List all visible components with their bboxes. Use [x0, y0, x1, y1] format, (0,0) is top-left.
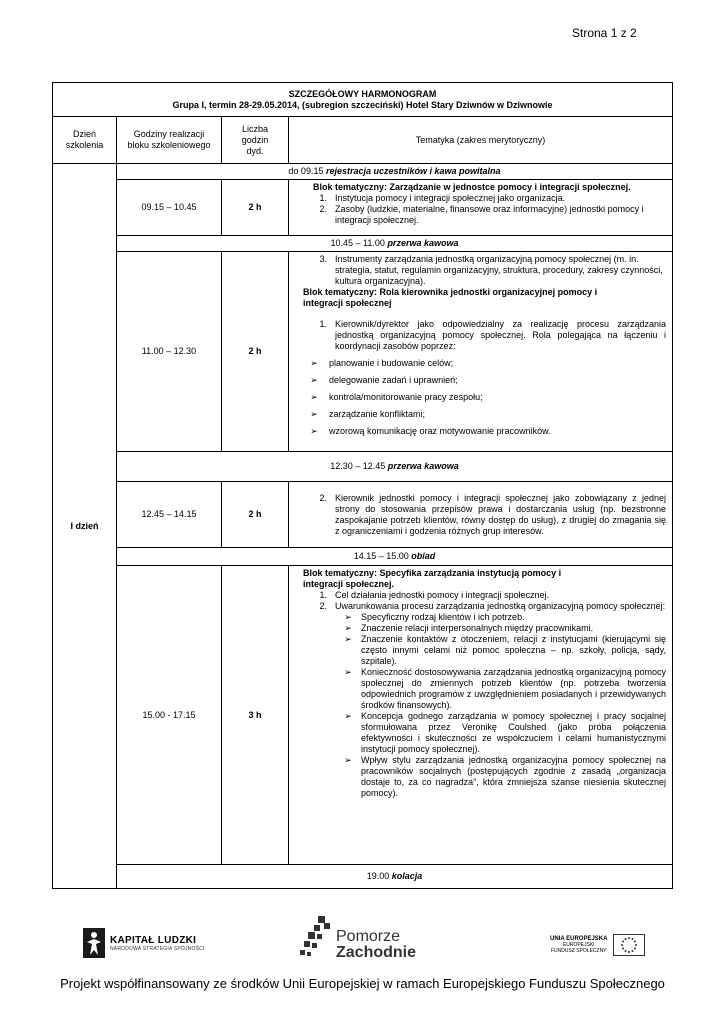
break-row-2	[53, 452, 673, 482]
lunch-row	[53, 548, 673, 566]
registration-time: do 09.15	[288, 166, 324, 176]
break-1-cell	[117, 236, 673, 252]
list-item-number: 3.	[319, 254, 327, 264]
session-2-time: 11.00 – 12.30	[117, 252, 222, 452]
session-4-time: 15.00 - 17.15	[117, 566, 222, 865]
session-1-hours: 2 h	[222, 180, 289, 236]
kapital-ludzki-subtext: NARODOWA STRATEGIA SPÓJNOŚCI	[110, 945, 205, 952]
bullet-text: Koncepcja godnego zarządzania w pomocy społecznej i pracy socjalnej sformułowana przez Veronikę Coulshed (jako próba połączenia efektywności i skuteczności ze współczuciem i celami humanistycznymi instytucji pomocy społecznej).	[361, 711, 666, 754]
col-header-count: Liczba godzin dyd.	[222, 117, 289, 164]
dinner-label: kolacja	[391, 871, 423, 881]
bullet-item	[299, 358, 666, 369]
schedule-title: SZCZEGÓŁOWY HARMONOGRAM	[288, 88, 437, 99]
eu-text-3: FUNDUSZ SPOŁECZNY	[550, 948, 607, 954]
bullet-item	[323, 711, 666, 755]
session-row-1	[53, 180, 673, 236]
list-item-number: 1.	[319, 319, 327, 329]
footer	[0, 908, 725, 1024]
bullet-item	[323, 634, 666, 667]
dinner-row	[53, 865, 673, 889]
list-item-number: 1.	[319, 193, 327, 203]
arrow-bullet-icon: ➢	[344, 612, 352, 622]
list-item-text: Uwarunkowania procesu zarządzania jednostką organizacyjną pomocy społecznej:	[335, 601, 666, 611]
list-item	[299, 493, 666, 537]
session-4-bullet-list	[299, 612, 666, 799]
registration-label: rejestracja uczestników i kawa powitalna	[325, 166, 501, 176]
bullet-text: wzorową komunikację oraz motywowanie pracowników.	[329, 426, 551, 436]
bullet-text: Specyficzny rodzaj klientów i ich potrzeb.	[361, 612, 525, 622]
arrow-bullet-icon: ➢	[344, 634, 352, 644]
list-item	[299, 204, 666, 226]
eu-text-1: UNIA EUROPEJSKA	[550, 936, 608, 942]
pomorze-zachodnie-logo	[300, 916, 416, 962]
bullet-text: planowanie i budowanie celów;	[329, 358, 454, 368]
break-row-1	[53, 236, 673, 252]
session-3-topic	[289, 482, 673, 548]
list-item-number: 1.	[319, 590, 327, 600]
day-label: I dzień	[53, 164, 117, 889]
column-header-row	[53, 117, 673, 164]
arrow-bullet-icon: ➢	[310, 375, 318, 385]
list-item	[299, 254, 666, 287]
bullet-item	[299, 392, 666, 403]
list-item	[299, 193, 666, 204]
break-2-cell	[117, 452, 673, 482]
eu-logo-text	[550, 936, 607, 954]
eu-flag-icon	[613, 934, 645, 956]
bullet-text: Konieczność dostosowywania zarządzania jednostką organizacyjną pomocy społecznej do zmiennych potrzeb klientów (np. potrzeba tworzenia odpowiednich programów z uwzględnieniem posiadanych i przewidywanych środków finansowych).	[361, 667, 666, 710]
dinner-cell	[117, 865, 673, 889]
arrow-bullet-icon: ➢	[344, 667, 352, 677]
pomorze-zachodnie-icon	[300, 916, 332, 962]
lunch-cell	[117, 548, 673, 566]
arrow-bullet-icon: ➢	[310, 426, 318, 436]
break-2-time: 12.30 – 12.45	[330, 461, 386, 471]
kapital-ludzki-icon	[83, 928, 105, 958]
kapital-ludzki-text: KAPITAŁ LUDZKI	[110, 934, 197, 946]
registration-cell	[117, 164, 673, 180]
bullet-item	[323, 612, 666, 623]
lunch-label: obiad	[411, 551, 436, 561]
list-item-text: Kierownik jednostki pomocy i integracji społecznej jako zobowiązany z jednej strony do stosowania przepisów prawa i dostarczania usług (np. bezstronne zaspokajanie potrzeb klientów, równy dostęp do usług), z drugiej do zmagania się z ograniczeniami i godzenia różnych grup interesów.	[335, 492, 666, 536]
col-header-topic: Tematyka (zakres merytoryczny)	[289, 117, 673, 164]
session-2-topic	[289, 252, 673, 452]
list-item-number: 2.	[319, 492, 327, 503]
list-item	[299, 590, 666, 601]
arrow-bullet-icon: ➢	[310, 392, 318, 402]
arrow-bullet-icon: ➢	[344, 755, 352, 765]
eu-logo	[550, 934, 645, 956]
dinner-time: 19.00	[366, 871, 390, 881]
list-item-number: 2.	[319, 601, 327, 611]
bullet-item	[323, 623, 666, 634]
registration-row	[53, 164, 673, 180]
schedule-table	[52, 82, 673, 889]
session-3-time: 12.45 – 14.15	[117, 482, 222, 548]
bullet-text: Wpływ stylu zarządzania jednostką organizacyjna pomocy społecznej na pracowników socjalnych (postępujących zgodnie z zasadą „organizacja dostaje to, za co nagradza”, która zmniejsza szanse niesienia skutecznej pomocy).	[361, 755, 666, 798]
eu-text-2: EUROPEJSKI	[562, 942, 595, 948]
arrow-bullet-icon: ➢	[344, 623, 352, 633]
bullet-text: zarządzanie konfliktami;	[329, 409, 426, 419]
session-4-block-title: Blok tematyczny: Specyfika zarządzania instytucją pomocy i integracji społecznej.	[303, 568, 562, 589]
cofinancing-note: Projekt współfinansowany ze środków Unii Europejskiej w ramach Europejskiego Funduszu Społecznego	[60, 976, 665, 991]
zachodnie-text: Zachodnie	[336, 944, 417, 961]
arrow-bullet-icon: ➢	[344, 711, 352, 721]
schedule-heading	[53, 83, 673, 117]
session-1-time: 09.15 – 10.45	[117, 180, 222, 236]
lunch-time: 14.15 – 15.00	[353, 551, 409, 561]
list-item	[299, 319, 666, 352]
arrow-bullet-icon: ➢	[310, 409, 318, 419]
session-4-topic	[289, 566, 673, 865]
list-item-text: Cel działania jednostki pomocy i integracji społecznej.	[335, 590, 550, 600]
list-item	[299, 601, 666, 612]
list-item-text: Zasoby (ludzkie, materialne, finansowe oraz informacyjne) jednostki pomocy i integracji społecznej.	[335, 204, 644, 225]
schedule-subtitle: Grupa I, termin 28-29.05.2014, (subregion szczeciński) Hotel Stary Dziwnów w Dziwnowie	[172, 99, 553, 110]
list-item-number: 2.	[319, 204, 327, 214]
col-header-hours: Godziny realizacji bloku szkoleniowego	[117, 117, 222, 164]
session-4-hours: 3 h	[222, 566, 289, 865]
page-number: Strona 1 z 2	[572, 26, 637, 40]
list-item-text: Instytucja pomocy i integracji społecznej jako organizacja.	[335, 193, 566, 203]
col-header-day: Dzień szkolenia	[53, 117, 117, 164]
arrow-bullet-icon: ➢	[310, 358, 318, 368]
bullet-item	[299, 426, 666, 437]
break-1-label: przerwa kawowa	[387, 238, 459, 248]
session-1-topic	[289, 180, 673, 236]
bullet-text: kontrola/monitorowanie pracy zespołu;	[329, 392, 483, 402]
kapital-ludzki-logo	[83, 928, 205, 958]
session-row-2	[53, 252, 673, 452]
bullet-item	[323, 755, 666, 799]
session-3-hours: 2 h	[222, 482, 289, 548]
session-row-4	[53, 566, 673, 865]
bullet-item	[299, 375, 666, 386]
session-2-block-title: Blok tematyczny: Rola kierownika jednostki organizacyjnej pomocy i integracji społecznej	[303, 287, 598, 308]
bullet-item	[299, 409, 666, 420]
table-header-row	[53, 83, 673, 117]
session-2-hours: 2 h	[222, 252, 289, 452]
session-row-3	[53, 482, 673, 548]
bullet-text: delegowanie zadań i uprawnień;	[329, 375, 458, 385]
break-1-time: 10.45 – 11.00	[330, 238, 385, 248]
pomorze-text: Pomorze	[336, 928, 401, 945]
bullet-text: Znaczenie relacji interpersonalnych między pracownikami.	[361, 623, 594, 633]
bullet-item	[323, 667, 666, 711]
list-item-text: Instrumenty zarządzania jednostką organizacyjną pomocy społecznej (m. in. strategia, statut, regulamin organizacyjny, struktura, procedury, zakresy czynności, kultura organizacyjna).	[335, 254, 663, 286]
bullet-text: Znaczenie kontaktów z otoczeniem, relacji z instytucjami (kierującymi się często innymi celami niż pomoc społeczna – np. szkoły, policja, sądy, szpitale).	[361, 634, 666, 666]
list-item-text: Kierownik/dyrektor jako odpowiedzialny za realizację procesu zarządzania jednostką organizacyjną pomocy społecznej. Rola polegająca na łączeniu i koordynacji zasobów poprzez:	[335, 319, 666, 351]
break-2-label: przerwa kawowa	[387, 461, 459, 471]
session-1-block-title: Blok tematyczny: Zarządzanie w jednostce pomocy i integracji społecznej.	[313, 182, 631, 192]
